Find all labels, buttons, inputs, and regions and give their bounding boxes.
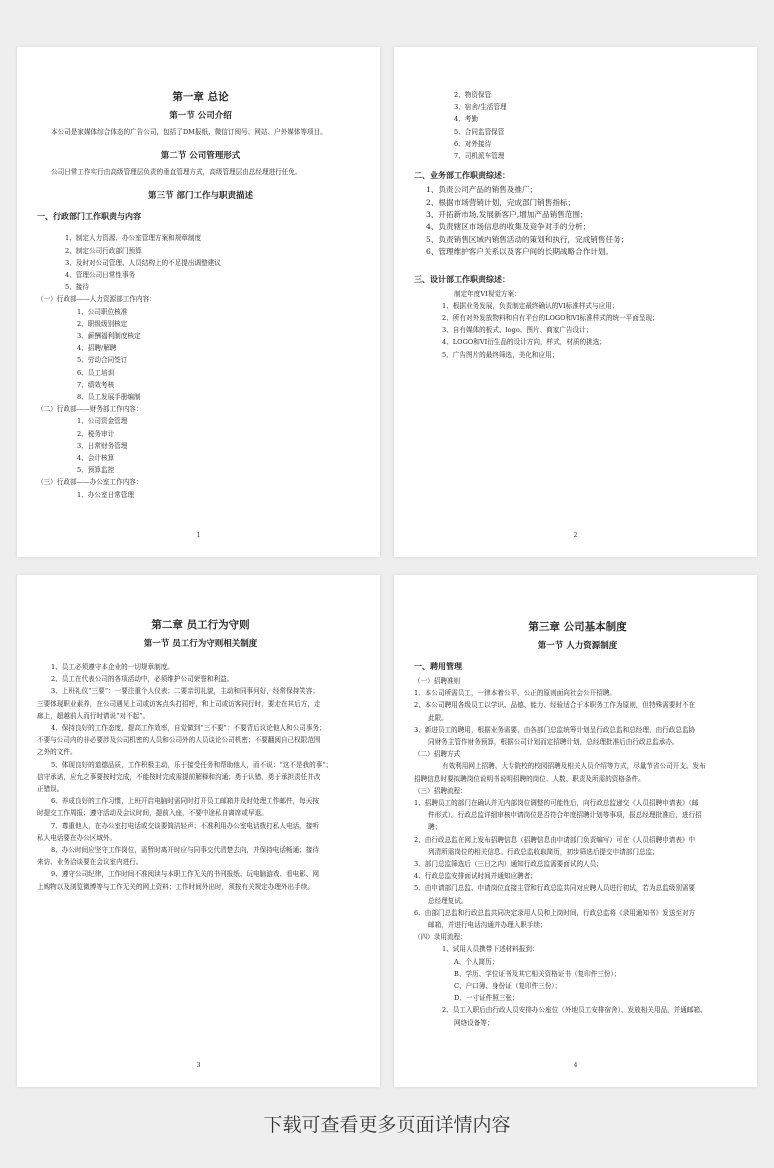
text-line: 4、行政总监安排面试时间并通知应聘者；: [414, 872, 537, 881]
text-line: 3、上班礼仪“三要”：一要注重个人仪表；二要亲切礼貌，主动和同事问好，经常保持笑容；: [51, 687, 320, 696]
text-line: （二）招聘方式: [414, 750, 461, 759]
text-line: 1、办公室日常管理: [77, 490, 134, 499]
subsection-heading: 二、业务部工作职责综述：: [414, 170, 510, 181]
text-line: 5、接待: [65, 283, 89, 292]
text-line: 7、绩效考核: [77, 380, 115, 389]
text-line: 4、保持良好的工作态度，提高工作效率，自觉做到“三不要”：不要背后议论他人和公司事务；: [51, 724, 326, 733]
text-line: 5、由申请部门总监、申请岗位直接主管和行政总监共同对应聘人员进行初试，若为总监级别需要: [414, 884, 696, 893]
chapter-title: 第三章 公司基本制度: [528, 621, 627, 633]
text-line: 上购物以及浏览微博等与工作无关的网上资料；工作时间外出时，须按有关规定办理外出手续。: [37, 882, 314, 891]
text-line: 列清所需岗位的相关信息。行政总监收取简历，初步筛选后提交申请部门总监；: [428, 847, 659, 856]
text-line: 4、考勤: [454, 115, 478, 124]
text-line: 7、尊重他人，在办公室打电话或交谈要简洁轻声；不准利用办公室电话拨打私人电话，接听: [51, 821, 319, 830]
page-number: 2: [573, 532, 578, 539]
text-line: 廊上，超越前人而行时请说“对不起”。: [37, 711, 150, 720]
text-line: 同财务主管作财务预算，根据公司计划而定招聘计划，总经理批准后由行政总监承办。: [428, 738, 679, 747]
text-line: 正错误。: [37, 785, 64, 794]
text-line: 件形式）。行政总监详细审核申请岗位是否符合年度招聘计划等事项，报总经理批准后，进行招: [428, 811, 702, 820]
text-line: 1、员工必须遵守本企业的一切规章制度。: [51, 663, 174, 671]
text-line: 私人电话要在办公区域外。: [37, 833, 117, 842]
text-line: 3、自有媒体的板式、logo、图片、商家广告设计；: [442, 326, 593, 335]
text-line: 三要体现职业素养，在公司遇见上司或访客点头打招呼，和上司或访客同行时，要走在其后方，走: [37, 699, 321, 708]
text-line: 制定年度VI视觉方案：: [454, 289, 521, 298]
subsection-heading: 三、设计部工作职责综述：: [414, 273, 510, 284]
spacer: [37, 138, 364, 145]
text-line: 公司日常工作实行由高级管理层负责的垂直管理方式，高级管理层由总经理进行任免。: [51, 168, 302, 177]
text-line: 1、公司资金管理: [77, 417, 128, 426]
list-item: 6、管理维护客户关系以及客户间的长期战略合作计划。: [426, 247, 614, 257]
subsection-heading: 一、聘用管理: [414, 661, 462, 671]
text-line: 2、物资保管: [454, 91, 492, 99]
text-line: 3、宿舍/生活管理: [454, 103, 507, 112]
text-line: （一）招聘准则: [414, 677, 461, 685]
text-line: 3、部门总监筛选后（三日之内）通知行政总监需要面试的人员；: [414, 860, 603, 869]
list-item: 3、开拓新市场,发展新客户,增加产品销售范围；: [426, 210, 588, 220]
text-line: C、户口簿、身份证（复印件三份）；: [454, 982, 562, 991]
text-line: 1、制定人力资源、办公室管理方案和规章制度: [65, 234, 202, 243]
text-line: 8、办公时间应坚守工作岗位，需暂时离开时应与同事交代清楚去向，并保持电话畅通；接待: [51, 846, 319, 855]
section-title: 第二节 公司管理形式: [160, 151, 241, 162]
text-line: （二）行政部——财务部工作内容：: [37, 405, 143, 414]
spacer: [37, 654, 364, 661]
text-line: 聘；: [428, 823, 442, 832]
document-page-1: [17, 47, 380, 557]
spacer: [37, 178, 364, 185]
text-line: 5、广告图片的最终筛选，美化和应用；: [442, 350, 559, 359]
text-line: 5、合同监管保管: [454, 127, 505, 136]
text-line: 6、养成良好的工作习惯，上班开启电脑时需同时打开员工邮箱并及时处理工作邮件，每天按: [51, 797, 319, 806]
text-line: 来访、业务洽谈要在会议室内进行。: [37, 858, 143, 867]
page-body: [37, 615, 364, 893]
text-line: 1、根据业务发展，负责制定最终确认的VI标准样式与应用；: [442, 301, 619, 310]
text-line: 1、公司职位核准: [77, 307, 128, 316]
text-line: 此限。: [428, 713, 448, 722]
text-line: 2、员工入职后由行政人员安排办公座位（外地员工安排宿舍）、发放相关用品，并通邮箱、: [442, 1006, 707, 1015]
list-item: 4、负责辖区市场信息的收集及竞争对手的分析；: [426, 222, 591, 232]
text-line: 4、招聘/解聘: [77, 344, 117, 353]
text-line: 5、劳动合同签订: [77, 356, 128, 365]
download-more-caption[interactable]: 下载可查看更多页面详情内容: [263, 1114, 511, 1136]
section-title: 第一节 人力资源制度: [537, 641, 618, 651]
text-line: 6、对外接待: [454, 139, 492, 148]
text-line: A、个人简历；: [454, 957, 499, 966]
text-line: 9、遵守公司纪律，工作时间不准阅读与本职工作无关的书刊报纸、玩电脑游戏、看电影、网: [51, 870, 319, 879]
text-line: 之外的文件。: [37, 748, 77, 757]
spacer: [37, 225, 364, 232]
text-line: 3、日常财务管理: [77, 441, 128, 450]
section-title: 第一节 员工行为守则相关制度: [143, 639, 258, 649]
text-line: 2、职级级别核定: [77, 319, 128, 328]
section-title: 第一节 公司介绍: [169, 111, 232, 121]
text-line: 3、新进员工的聘用，根据业务需要，由各部门总监统筹计划呈行政总监和总经理，由行政总监协: [414, 725, 696, 734]
text-line: （一）行政部——人力资源部工作内容：: [37, 295, 156, 304]
document-page-4: [394, 575, 757, 1087]
page-body: [37, 87, 364, 501]
chapter-title: 第一章 总论: [172, 91, 229, 103]
text-line: 7、司机派车管理: [454, 152, 505, 161]
text-line: 1、本公司所需员工，一律本着公平、公正的原则面向社会公开招聘。: [414, 689, 617, 698]
text-line: 2、员工在代表公司的各项活动中，必须维护公司荣誉和利益。: [51, 675, 234, 684]
text-line: 6、由部门总监和行政总监共同决定录用人员和上岗时间，行政总监将《录用通知书》发送至对方: [414, 908, 696, 917]
text-line: 网络设备等；: [454, 1018, 494, 1027]
text-line: 有效利用网上招聘、大专院校的校园招聘及相关人员介绍等方式，尽量节省公司开支。发布: [442, 762, 706, 771]
section-title: 第三节 部门工作与职责描述: [148, 191, 253, 202]
text-line: 5、预算监控: [77, 466, 115, 475]
text-line: （四）录用流程：: [414, 933, 467, 942]
text-line: 6、员工培训: [77, 368, 115, 377]
text-line: 信守承诺，应允之事要按时完成，不能按时完成需提前解释和沟通；勇于认错，勇于承担责任并改: [37, 772, 321, 781]
text-line: 2、所有对外发放物料和自有平台的LOGO和VI标准样式的统一平面呈现；: [442, 314, 659, 323]
text-line: 2、由行政总监在网上发布招聘信息（招聘信息由申请部门负责编写）可在《人员招聘申请表》中: [414, 835, 696, 844]
text-line: 时提交工作周报；遵守活动及会议时间，提前入座，不要中途私自离席或早退。: [37, 809, 268, 818]
text-line: 1、招聘员工的部门在确认并无内部岗位调整的可能性后，向行政总监递交《人员招聘申请表》（邮: [414, 799, 699, 808]
text-line: 1、试用人员携带下述材料报到：: [442, 945, 539, 954]
text-line: （三）招聘流程：: [414, 786, 467, 795]
text-line: 本公司是家媒体综合体态的广告公司，包括了DM报纸、微信订阅号、网站、户外媒体等项目。: [51, 128, 327, 136]
chapter-title: 第二章 员工行为守则: [151, 619, 250, 631]
text-line: 4、管理公司日常性事务: [65, 271, 136, 280]
text-line: （三）行政部——办公室工作内容：: [37, 478, 143, 487]
list-item: 2、根据市场营销计划，完成部门销售指标；: [426, 197, 576, 207]
text-line: 2、税务审计: [77, 429, 115, 438]
text-line: 8、员工发展手册编制: [77, 393, 141, 402]
text-line: 3、薪酬福利制度核定: [77, 332, 141, 341]
list-item: 1、负责公司产品的销售及推广；: [426, 185, 538, 195]
text-line: 2、制定公司行政部门预算: [65, 246, 142, 255]
text-line: 5、体现良好的道德品质，工作积极主动，乐于接受任务和帮助他人，而不说：“这不是我的事”；: [51, 760, 333, 769]
page-body: [414, 617, 741, 1029]
page-body: [414, 89, 741, 361]
list-item: 5、负责销售区域内销售活动的策划和执行，完成销售任务；: [426, 234, 629, 244]
text-line: 不要与公司内的非必要涉及公司机密的人员和公司外的人员谈论公司机密；不要翻阅自己权限范围: [37, 736, 321, 745]
page-number: 3: [196, 1062, 201, 1069]
text-line: 总经理复试。: [428, 896, 468, 905]
spacer: [414, 259, 741, 266]
text-line: B、学历、学位证书及其它相关资格证书（复印件三份）；: [454, 969, 621, 978]
page-number: 1: [196, 532, 201, 539]
text-line: 招聘信息时要拟聘岗位说明书说明招聘的岗位、人数、职责及所需的资格条件。: [414, 774, 645, 783]
text-line: 2、本公司聘用各级员工以学识、品德、能力、经验适合于本职务工作为原则，但特殊需要时不在: [414, 701, 696, 710]
text-line: 4、会计核算: [77, 454, 115, 463]
document-page-2: [394, 47, 757, 557]
document-page-3: [17, 575, 380, 1087]
text-line: 邮箱，并进行电话沟通并办理入职手续；: [428, 921, 547, 930]
subsection-heading: 一、行政部门工作职责与内容: [37, 211, 141, 222]
text-line: D、一寸证件照三张；: [454, 994, 519, 1003]
page-number: 4: [573, 1062, 578, 1069]
text-line: 3、及时对公司管理、人员结构上的不足提出调整建议: [65, 258, 221, 267]
text-line: 4、LOGO和VI衍生品的设计方向，样式，材质的挑选；: [442, 338, 606, 347]
